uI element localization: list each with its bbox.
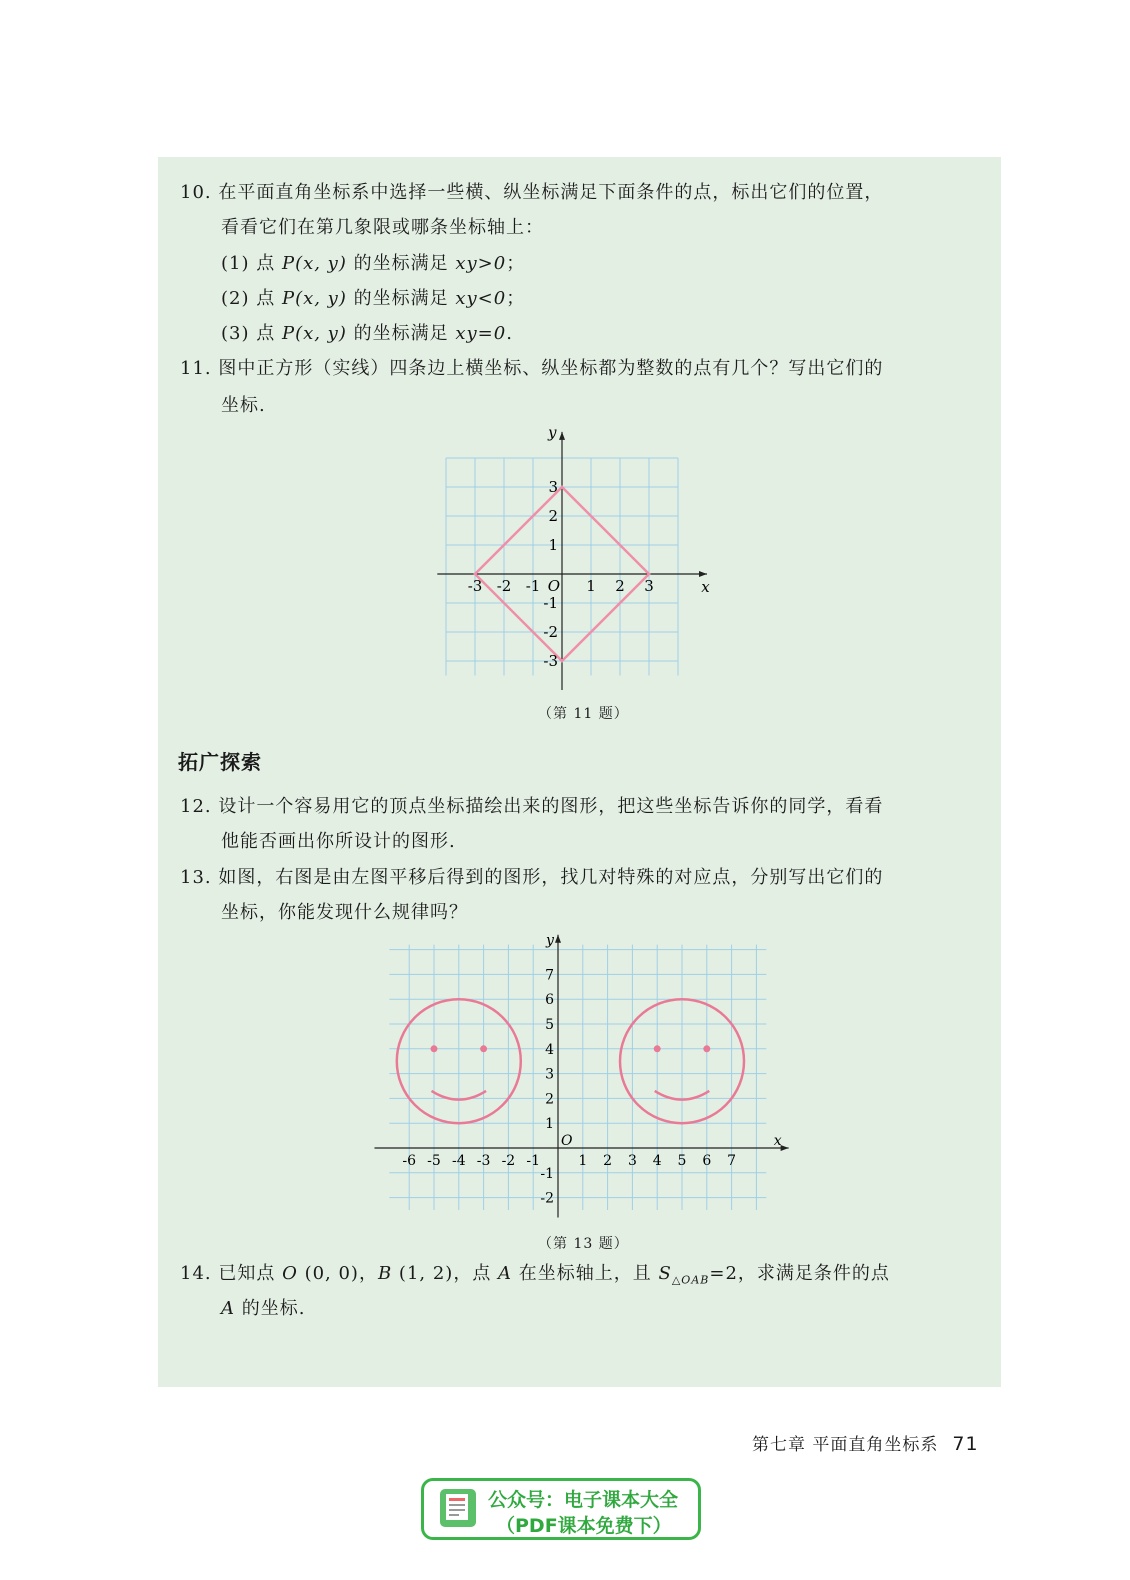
y-tick-label: 6 bbox=[545, 992, 554, 1009]
problem-14-line1: 14. 已知点 O (0, 0)，B (1, 2)，点 A 在坐标轴上，且 $S_{\triangle OAB}=2$，求满足条件的点 bbox=[180, 1263, 890, 1287]
right-smiley-eye bbox=[654, 1045, 661, 1052]
figure-11-caption: （第 11 题） bbox=[538, 706, 629, 722]
x-axis-label: x bbox=[773, 1133, 782, 1149]
problem-10-line1: 10. 在平面直角坐标系中选择一些横、纵坐标满足下面条件的点，标出它们的位置， bbox=[180, 182, 884, 203]
problem-13-line2: 坐标，你能发现什么规律吗？ bbox=[221, 902, 468, 923]
right-smiley-eye bbox=[703, 1045, 710, 1052]
y-tick-label: -1 bbox=[543, 594, 558, 612]
problem-12-line1: 12. 设计一个容易用它的顶点坐标描绘出来的图形，把这些坐标告诉你的同学，看看 bbox=[180, 796, 884, 817]
problem-10-case2: (2) 点 P(x, y) 的坐标满足 xy<0； bbox=[221, 288, 526, 309]
page-number: 71 bbox=[952, 1433, 979, 1455]
x-tick-label: 2 bbox=[615, 577, 625, 595]
y-axis-arrow bbox=[559, 432, 565, 440]
x-axis-label: x bbox=[701, 578, 710, 596]
x-tick-label: 6 bbox=[702, 1153, 712, 1169]
section-title-extension: 拓广探索 bbox=[178, 750, 262, 774]
x-tick-label: -5 bbox=[427, 1153, 441, 1169]
x-axis-arrow bbox=[781, 1145, 789, 1151]
y-tick-label: 3 bbox=[545, 1066, 554, 1083]
origin-label: O bbox=[547, 577, 560, 595]
y-tick-label: -2 bbox=[540, 1190, 554, 1207]
problem-13-line1: 13. 如图，右图是由左图平移后得到的图形，找几对特殊的对应点，分别写出它们的 bbox=[180, 867, 884, 888]
x-tick-label: -1 bbox=[526, 1153, 541, 1169]
y-tick-label: 2 bbox=[545, 1091, 554, 1108]
problem-11-line1: 11. 图中正方形（实线）四条边上横坐标、纵坐标都为整数的点有几个？写出它们的 bbox=[180, 358, 884, 379]
problem-12-line2: 他能否画出你所设计的图形. bbox=[221, 831, 456, 852]
page-footer bbox=[752, 1430, 979, 1455]
x-axis-arrow bbox=[699, 571, 707, 577]
promo-badge bbox=[421, 1478, 701, 1540]
origin-label: O bbox=[561, 1133, 573, 1149]
y-axis-label: y bbox=[546, 932, 554, 949]
y-tick-label: -1 bbox=[540, 1165, 554, 1182]
x-tick-label: 5 bbox=[677, 1153, 687, 1169]
promo-line1: 公众号：电子课本大全 bbox=[488, 1489, 679, 1511]
chapter-title: 第七章 平面直角坐标系 bbox=[752, 1435, 939, 1455]
y-axis-label: y bbox=[548, 423, 557, 442]
problem-11-line2: 坐标. bbox=[221, 395, 266, 416]
figure-11-coordinate-grid bbox=[440, 420, 730, 690]
y-tick-label: -2 bbox=[543, 623, 558, 641]
x-tick-label: -2 bbox=[501, 1153, 516, 1169]
y-tick-label: 7 bbox=[545, 967, 554, 984]
y-tick-label: 3 bbox=[548, 478, 558, 496]
y-tick-label: 2 bbox=[548, 507, 558, 525]
x-tick-label: 7 bbox=[727, 1153, 737, 1169]
problem-10-case1: (1) 点 P(x, y) 的坐标满足 xy>0； bbox=[221, 253, 526, 274]
problem-10-case3: (3) 点 P(x, y) 的坐标满足 xy=0. bbox=[221, 323, 513, 344]
x-tick-label: 4 bbox=[652, 1153, 662, 1169]
x-tick-label: 3 bbox=[644, 577, 654, 595]
figure-13-caption: （第 13 题） bbox=[538, 1236, 629, 1252]
x-tick-label: -2 bbox=[496, 577, 512, 595]
book-icon bbox=[438, 1487, 478, 1533]
problem-10-line2: 看看它们在第几象限或哪条坐标轴上： bbox=[221, 217, 544, 238]
left-smiley-eye bbox=[431, 1045, 438, 1052]
x-tick-label: -3 bbox=[467, 577, 483, 595]
y-tick-label: 1 bbox=[548, 536, 558, 554]
x-tick-label: -6 bbox=[402, 1153, 417, 1169]
problem-14-line2: A 的坐标. bbox=[221, 1298, 306, 1319]
x-tick-label: 1 bbox=[586, 577, 596, 595]
y-tick-label: 5 bbox=[545, 1017, 554, 1033]
y-tick-label: 1 bbox=[545, 1116, 554, 1133]
x-tick-label: -1 bbox=[525, 577, 541, 595]
figure-13-smiley-translation-grid bbox=[370, 932, 790, 1222]
x-tick-label: 2 bbox=[603, 1153, 613, 1169]
x-tick-label: 1 bbox=[578, 1153, 588, 1169]
left-smiley-eye bbox=[480, 1045, 487, 1052]
promo-line2: （PDF课本免费下） bbox=[496, 1515, 672, 1537]
x-tick-label: -3 bbox=[476, 1153, 491, 1169]
y-tick-label: -3 bbox=[543, 652, 558, 670]
y-tick-label: 4 bbox=[545, 1041, 554, 1058]
x-tick-label: 3 bbox=[627, 1153, 637, 1169]
x-tick-label: -4 bbox=[451, 1153, 466, 1169]
